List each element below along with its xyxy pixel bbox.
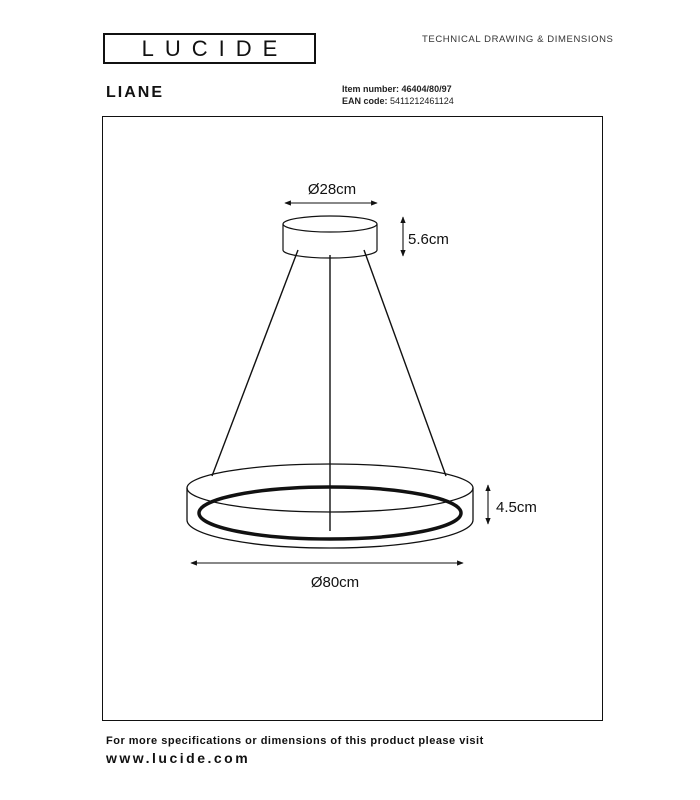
footer-url[interactable]: www.lucide.com xyxy=(106,750,251,766)
ean-label: EAN code: xyxy=(342,96,388,106)
item-number-value: 46404/80/97 xyxy=(401,84,452,94)
item-number-row xyxy=(342,83,454,95)
ean-row xyxy=(342,95,454,107)
product-meta xyxy=(342,83,454,107)
canopy-diameter-label: Ø28cm xyxy=(307,181,357,198)
dimension-ring-diameter xyxy=(191,563,463,591)
canopy-height-label: 5.6cm xyxy=(408,231,449,248)
footer-note: For more specifications or dimensions of this product please visit xyxy=(106,735,484,747)
ring-height-label: 4.5cm xyxy=(496,499,537,516)
ring-diameter-label: Ø80cm xyxy=(310,574,360,591)
dimension-canopy-diameter xyxy=(285,181,377,203)
lucide-logo xyxy=(103,33,316,64)
ean-value: 5411212461124 xyxy=(390,96,454,106)
dimension-canopy-height xyxy=(403,217,449,256)
dimension-ring-height xyxy=(488,485,537,524)
logo-text: LUCIDE xyxy=(141,35,289,61)
product-name: LIANE xyxy=(106,84,164,101)
document-type: TECHNICAL DRAWING & DIMENSIONS xyxy=(422,34,614,45)
technical-drawing xyxy=(102,116,603,721)
item-number-label: Item number: xyxy=(342,84,400,94)
suspension-wires xyxy=(212,250,446,476)
pendant-ring xyxy=(187,464,473,548)
